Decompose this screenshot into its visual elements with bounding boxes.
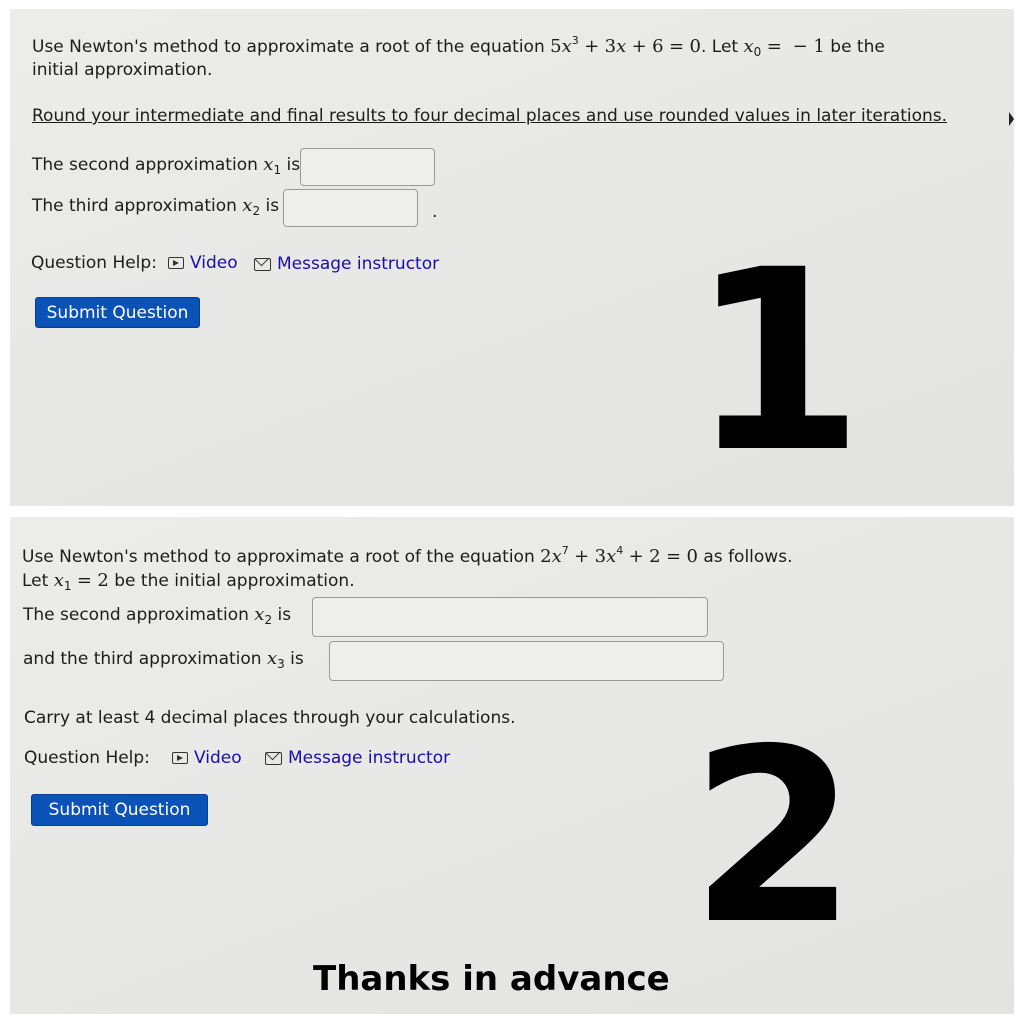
question-prompt-line1: Use Newton's method to approximate a root of the equation $5x^3 + 3x + 6 = 0$. Let $x_0$ = − 1 be the [32,34,885,59]
carry-decimals-note: Carry at least 4 decimal places through your calculations. [24,708,516,728]
question-panel-1 [10,9,1014,506]
rounding-instructions: Round your intermediate and final results to four decimal places and use rounded values in later iterations. [32,106,948,126]
answer-label-x2: The third approximation $x_2$ is [32,195,280,218]
mail-icon [265,752,282,765]
video-link[interactable]: Video [172,748,242,768]
video-link[interactable]: Video [168,253,238,273]
question-prompt-line1: Use Newton's method to approximate a root of the equation $2x^7 + 3x^4 + 2 = 0$ as follows. [22,544,793,567]
overlay-number: 1 [690,216,864,506]
answer-label-x2: The second approximation $x_2$ is [23,604,292,627]
closing-message: Thanks in advance [313,959,670,999]
overlay-number: 2 [690,697,857,977]
message-instructor-link[interactable]: Message instructor [254,254,439,274]
video-icon [172,752,188,764]
video-icon [168,257,184,269]
cursor-arrow-icon [1009,112,1014,126]
mail-icon [254,258,271,271]
message-instructor-link[interactable]: Message instructor [265,748,450,768]
submit-question-button[interactable]: Submit Question [31,794,208,826]
equation: $2x^7 + 3x^4 + 2 = 0$ [540,544,698,567]
question-prompt-line2: Let $x_1 = 2$ be the initial approximation. [22,570,355,593]
answer-input-x2[interactable] [283,189,418,227]
question-panel-2 [10,517,1014,1014]
answer-input-x3[interactable] [329,641,724,681]
question-help-label: Question Help: [31,253,157,273]
prompt-text: Use Newton's method to approximate a root of the equation [32,37,545,57]
submit-question-button[interactable]: Submit Question [35,297,200,328]
answer-input-x1[interactable] [300,148,435,186]
answer-input-x2[interactable] [312,597,708,637]
question-prompt-line2: initial approximation. [32,60,213,80]
question-help-label: Question Help: [24,748,150,768]
answer-label-x3: and the third approximation $x_3$ is [23,648,304,671]
answer-label-x1: The second approximation $x_1$ is [32,154,301,177]
trailing-period: . [432,202,438,222]
equation: $5x^3 + 3x + 6 = 0$ [550,34,701,57]
